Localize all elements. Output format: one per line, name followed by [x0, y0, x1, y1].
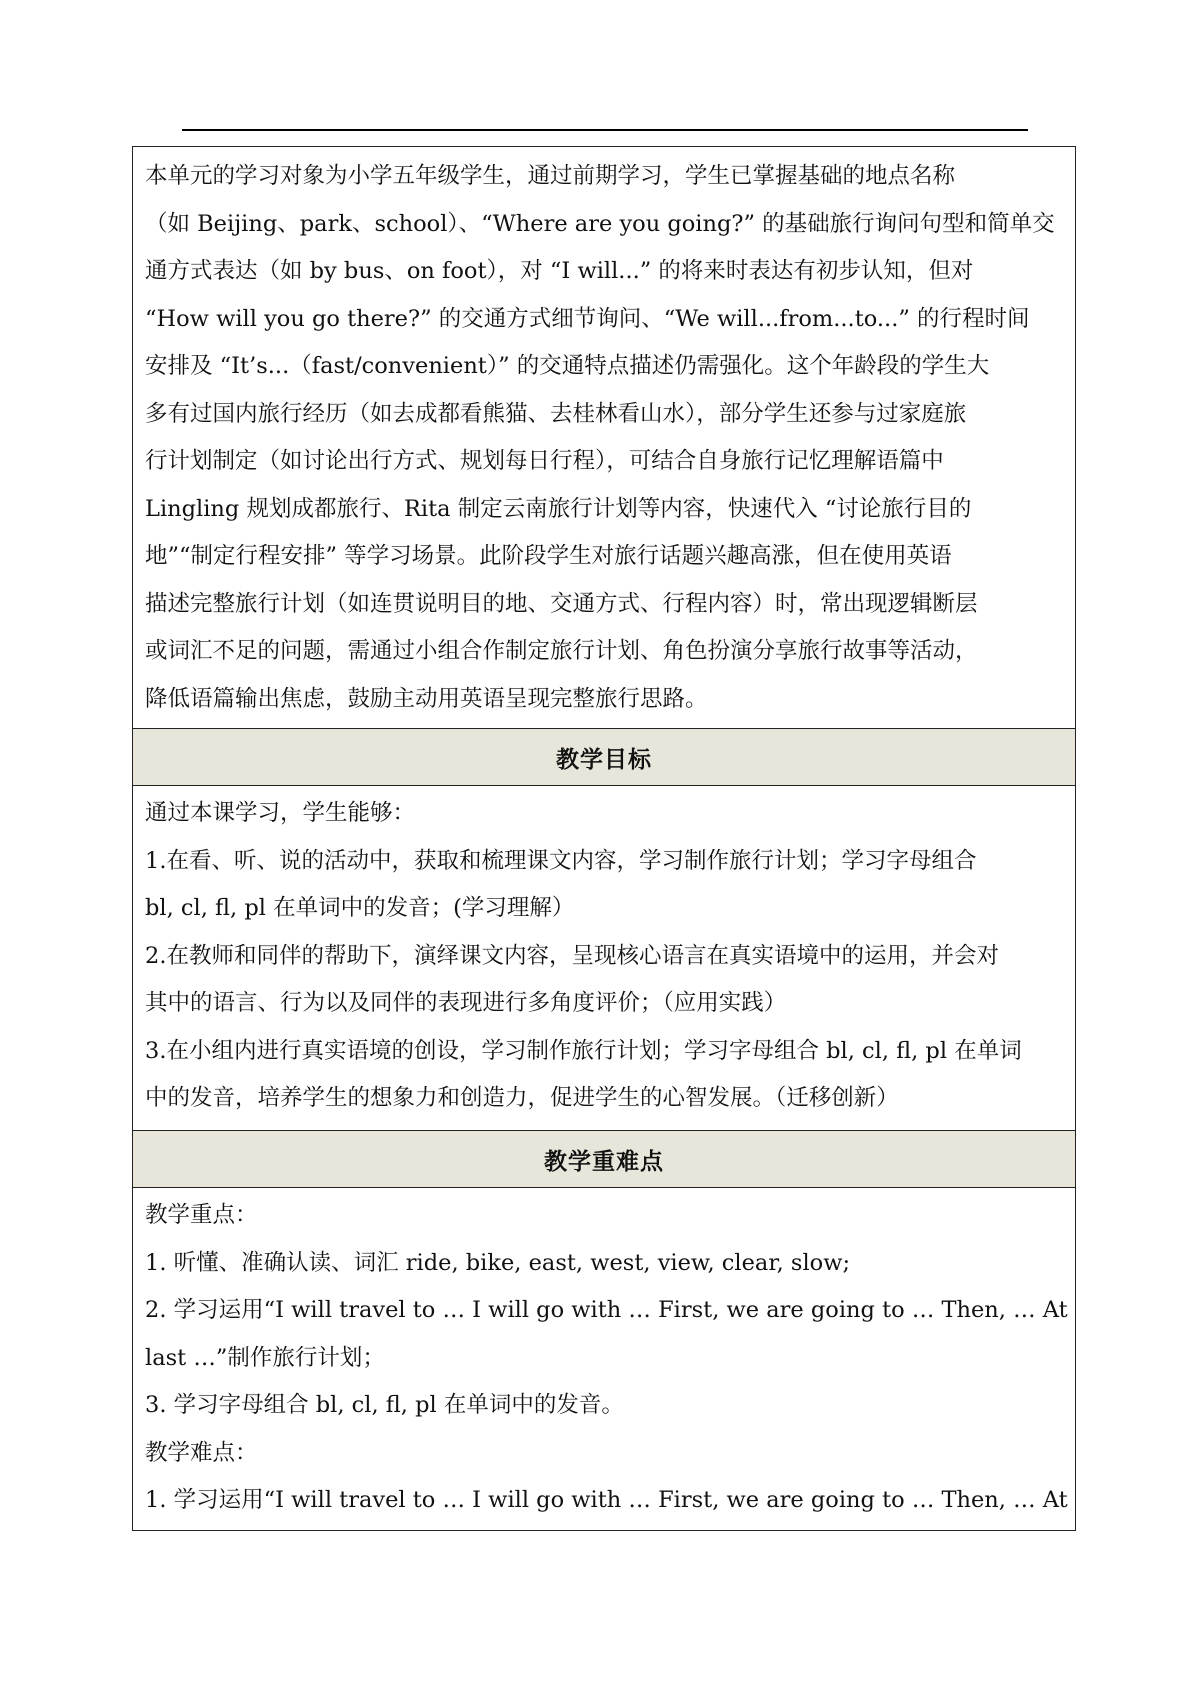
objectives-heading: 教学目标 — [133, 729, 1075, 786]
text-line: bl, cl, fl, pl 在单词中的发音；(学习理解） — [145, 895, 575, 921]
objectives-text — [133, 786, 1075, 1127]
text-line: 描述完整旅行计划（如连贯说明目的地、交通方式、行程内容）时，常出现逻辑断层 — [145, 590, 978, 617]
text-line: 2. 学习运用“I will travel to … I will go with … First, we are going to … Then, … At — [145, 1297, 1068, 1323]
text-line: 2.在教师和同伴的帮助下，演绎课文内容，呈现核心语言在真实语境中的运用，并会对 — [145, 942, 999, 969]
text-line: “How will you go there?” 的交通方式细节询问、“We will...from...to...” 的行程时间 — [145, 305, 1030, 332]
text-line: 或词汇不足的问题，需通过小组合作制定旅行计划、角色扮演分享旅行故事等活动， — [145, 638, 978, 664]
key-points-text — [133, 1188, 1075, 1529]
text-line: 3.在小组内进行真实语境的创设，学习制作旅行计划；学习字母组合 bl, cl, fl, pl 在单词 — [145, 1037, 1022, 1064]
text-line: 本单元的学习对象为小学五年级学生，通过前期学习，学生已掌握基础的地点名称 — [145, 163, 956, 189]
key-points-heading: 教学重难点 — [133, 1131, 1075, 1188]
text-line: last …”制作旅行计划； — [145, 1344, 385, 1371]
text-line: 地”“制定行程安排” 等学习场景。此阶段学生对旅行话题兴趣高涨，但在使用英语 — [145, 543, 952, 569]
objectives-section — [133, 786, 1075, 1131]
text-line: 1.在看、听、说的活动中，获取和梳理课文内容，学习制作旅行计划；学习字母组合 — [145, 847, 977, 874]
text-line: 行计划制定（如讨论出行方式、规划每日行程），可结合自身旅行记忆理解语篇中 — [145, 448, 944, 474]
header-rule — [182, 129, 1028, 131]
text-line: 1. 听懂、准确认读、词汇 ride, bike, east, west, view, clear, slow; — [145, 1249, 851, 1276]
lesson-plan-table — [132, 146, 1076, 1531]
text-line: 安排及 “It’s...（fast/convenient）” 的交通特点描述仍需强化。这个年龄段的学生大 — [145, 353, 990, 379]
text-line: 教学难点： — [145, 1439, 258, 1466]
text-line: 通过本课学习，学生能够： — [145, 800, 416, 826]
key-points-section — [133, 1188, 1075, 1530]
text-line: 1. 学习运用“I will travel to … I will go with … First, we are going to … Then, … At — [145, 1487, 1068, 1513]
text-line: （如 Beijing、park、school）、“Where are you going?” 的基础旅行询问句型和简单交 — [145, 210, 1055, 237]
text-line: 中的发音，培养学生的想象力和创造力，促进学生的心智发展。（迁移创新） — [145, 1085, 899, 1111]
text-line: 通方式表达（如 by bus、on foot），对 “I will...” 的将来时表达有初步认知，但对 — [145, 258, 974, 284]
text-line: 3. 学习字母组合 bl, cl, fl, pl 在单词中的发音。 — [145, 1392, 624, 1418]
text-line: 多有过国内旅行经历（如去成都看熊猫、去桂林看山水），部分学生还参与过家庭旅 — [145, 400, 967, 427]
text-line: 其中的语言、行为以及同伴的表现进行多角度评价；（应用实践） — [145, 990, 787, 1016]
text-line: 降低语篇输出焦虑，鼓励主动用英语呈现完整旅行思路。 — [145, 685, 708, 712]
learner-analysis-text — [133, 147, 1075, 727]
text-line: Lingling 规划成都旅行、Rita 制定云南旅行计划等内容，快速代入 “讨论旅行目的 — [145, 495, 972, 522]
text-line: 教学重点： — [145, 1202, 258, 1228]
learner-analysis-section — [133, 147, 1075, 729]
